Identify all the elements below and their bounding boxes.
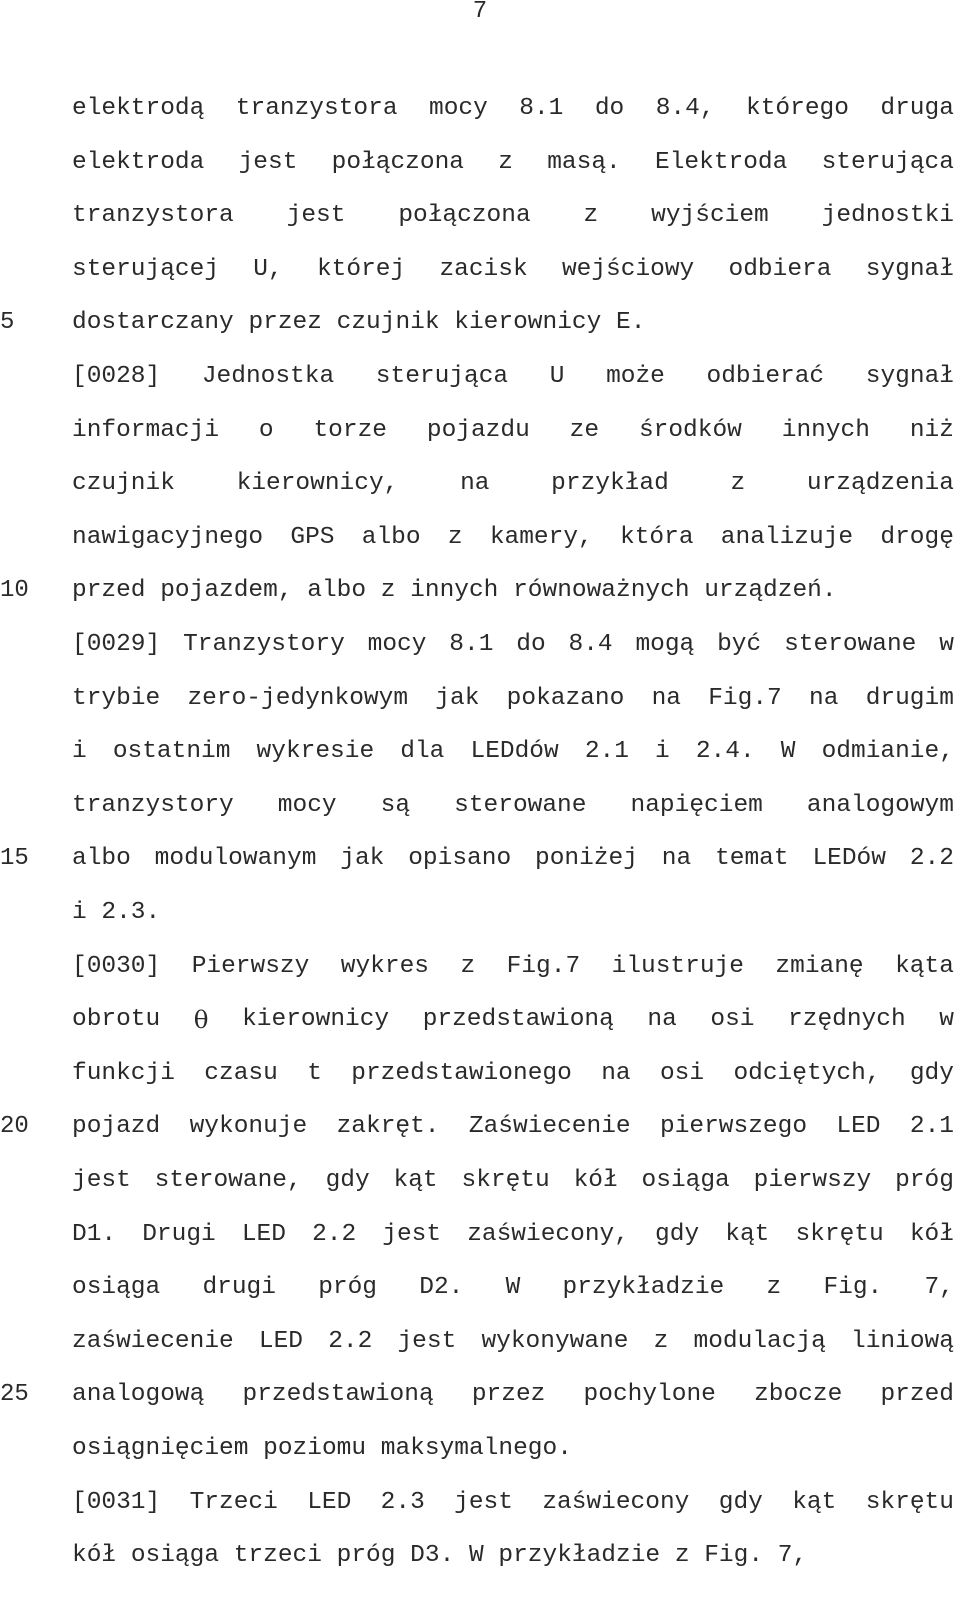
text-line: pojazd wykonuje zakręt. Zaświecenie pierwszego LED 2.1 xyxy=(72,1113,954,1141)
text-line: analogową przedstawioną przez pochylone zbocze przed xyxy=(72,1381,954,1409)
text-line: [0030] Pierwszy wykres z Fig.7 ilustruje zmianę kąta xyxy=(72,952,954,980)
text-line: dostarczany przez czujnik kierownicy E. xyxy=(72,309,646,337)
text-line: sterującej U, której zacisk wejściowy odbiera sygnał xyxy=(72,255,954,283)
text-line: kół osiąga trzeci próg D3. W przykładzie z Fig. 7, xyxy=(72,1542,808,1570)
text-line: elektrodą tranzystora mocy 8.1 do 8.4, którego druga xyxy=(72,95,954,122)
text-line: zaświecenie LED 2.2 jest wykonywane z modulacją liniową xyxy=(72,1327,954,1355)
text-line: [0028] Jednostka sterująca U może odbierać sygnał xyxy=(72,363,954,390)
line-number: 20 xyxy=(0,1113,29,1141)
line-number: 5 xyxy=(0,309,15,337)
text-line: przed pojazdem, albo z innych równoważnych urządzeń. xyxy=(72,577,837,605)
text-line: nawigacyjnego GPS albo z kamery, która analizuje drogę xyxy=(72,523,954,551)
text-line: osiąga drugi próg D2. W przykładzie z Fig. 7, xyxy=(72,1274,954,1302)
text-line: osiągnięciem poziomu maksymalnego. xyxy=(72,1435,572,1462)
text-line: funkcji czasu t przedstawionego na osi odciętych, gdy xyxy=(72,1059,954,1087)
line-number: 25 xyxy=(0,1381,29,1409)
text-line: elektroda jest połączona z masą. Elektroda sterująca xyxy=(72,148,954,176)
text-line: [0031] Trzeci LED 2.3 jest zaświecony gdy kąt skrętu xyxy=(72,1488,954,1516)
text-line: albo modulowanym jak opisano poniżej na temat LEDów 2.2 xyxy=(72,845,954,873)
text-line: trybie zero-jedynkowym jak pokazano na Fig.7 na drugim xyxy=(72,684,954,712)
text-line: jest sterowane, gdy kąt skrętu kół osiąga pierwszy próg xyxy=(72,1167,954,1194)
text-line: czujnik kierownicy, na przykład z urządzenia xyxy=(72,470,954,498)
text-line: informacji o torze pojazdu ze środków innych niż xyxy=(72,416,954,444)
line-number: 15 xyxy=(0,845,29,873)
text-line: obrotu θ kierownicy przedstawioną na osi rzędnych w xyxy=(72,1005,954,1035)
text-line: tranzystory mocy są sterowane napięciem analogowym xyxy=(72,791,954,819)
text-line: D1. Drugi LED 2.2 jest zaświecony, gdy kąt skrętu kół xyxy=(72,1220,954,1248)
text-line: [0029] Tranzystory mocy 8.1 do 8.4 mogą być sterowane w xyxy=(72,631,954,658)
page-number: 7 xyxy=(472,0,488,25)
text-line: i 2.3. xyxy=(72,899,161,926)
text-line: i ostatnim wykresie dla LEDdów 2.1 i 2.4. W odmianie, xyxy=(72,738,954,766)
text-line: tranzystora jest połączona z wyjściem jednostki xyxy=(72,202,954,230)
line-number: 10 xyxy=(0,577,29,605)
